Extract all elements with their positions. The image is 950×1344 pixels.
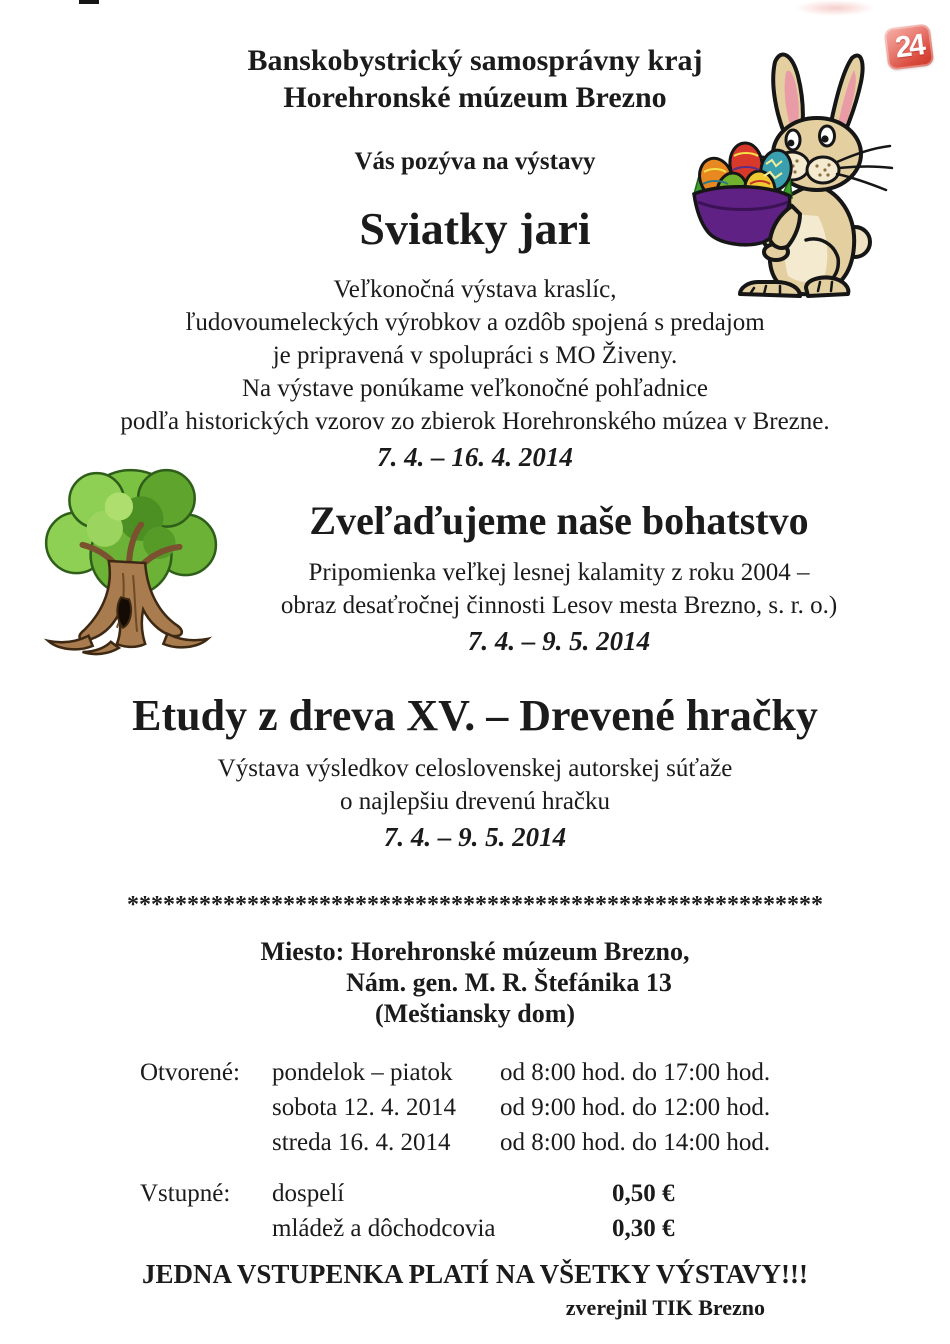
exhibition-2-title: Zveľaďujeme naše bohatstvo [309, 498, 809, 543]
description-line: o najlepšiu drevenú hračku [339, 788, 611, 815]
easter-bunny-illustration [688, 44, 894, 302]
description-line: obraz desaťročnej činnosti Lesov mesta Brezno, s. r. o.) [280, 592, 838, 619]
stars-separator: ********************************************************** [127, 892, 823, 918]
hours-label-spacer [140, 1090, 272, 1125]
description-line: je pripravená v spolupráci s MO Živeny. [272, 342, 678, 369]
hours-day: pondelok – piatok [272, 1059, 453, 1086]
exhibition-1-title: Sviatky jari [359, 203, 591, 254]
scan-artifact-pink-smudge [795, 0, 875, 16]
exhibition-3-description [0, 752, 950, 818]
scan-artifact-top-dash [79, 0, 99, 4]
org-name-line-2: Horehronské múzeum Brezno [283, 81, 667, 114]
exhibition-3-date: 7. 4. – 9. 5. 2014 [383, 822, 567, 852]
tree-illustration [38, 462, 218, 656]
hours-time: od 9:00 hod. do 12:00 hod. [500, 1094, 771, 1121]
admission-price: 0,50 € [612, 1180, 675, 1207]
description-line: podľa historických vzorov zo zbierok Horehronského múzea v Brezne. [120, 408, 830, 435]
admission-table [140, 1176, 950, 1246]
exhibition-2-section [168, 496, 950, 658]
admission-price: 0,30 € [612, 1215, 675, 1242]
hours-time: od 8:00 hod. do 17:00 hod. [500, 1059, 771, 1086]
exhibition-1-date: 7. 4. – 16. 4. 2014 [377, 442, 573, 472]
hours-day: sobota 12. 4. 2014 [272, 1094, 457, 1121]
final-notice: JEDNA VSTUPENKA PLATÍ NA VŠETKY VÝSTAVY!!! [142, 1259, 808, 1289]
badge-24-label: 24 [893, 28, 925, 65]
description-line: Pripomienka veľkej lesnej kalamity z roku 2004 – [308, 559, 810, 586]
venue-line-3: (Meštiansky dom) [374, 999, 576, 1028]
hours-time: od 8:00 hod. do 14:00 hod. [500, 1129, 771, 1156]
admission-category: mládež a dôchodcovia [272, 1215, 496, 1242]
hours-label-spacer [140, 1125, 272, 1160]
opening-hours-table [140, 1055, 950, 1160]
exhibition-3-title: Etudy z dreva XV. – Drevené hračky [132, 691, 818, 740]
org-name-line-1: Banskobystrický samosprávny kraj [247, 44, 703, 77]
published-by: zverejnil TIK Brezno [565, 1295, 765, 1320]
hours-day: streda 16. 4. 2014 [272, 1129, 451, 1156]
description-line: ľudovoumeleckých výrobkov a ozdôb spojená s predajom [185, 309, 765, 336]
hours-label: Otvorené: [140, 1059, 240, 1086]
venue-line-1: Miesto: Horehronské múzeum Brezno, [260, 937, 690, 966]
admission-label: Vstupné: [140, 1180, 231, 1207]
description-line: Výstava výsledkov celoslovenskej autorskej súťaže [217, 755, 733, 782]
description-line: Na výstave ponúkame veľkonočné pohľadnice [242, 375, 708, 402]
description-line: Veľkonočná výstava kraslíc, [333, 276, 617, 303]
venue-block [0, 936, 950, 1029]
admission-label-spacer [140, 1211, 272, 1246]
venue-line-2: Nám. gen. M. R. Štefánika 13 [346, 968, 672, 997]
invitation-line: Vás pozýva na výstavy [354, 148, 596, 175]
exhibition-2-date: 7. 4. – 9. 5. 2014 [467, 626, 651, 656]
admission-category: dospelí [272, 1180, 345, 1207]
exhibition-2-description [168, 556, 950, 622]
